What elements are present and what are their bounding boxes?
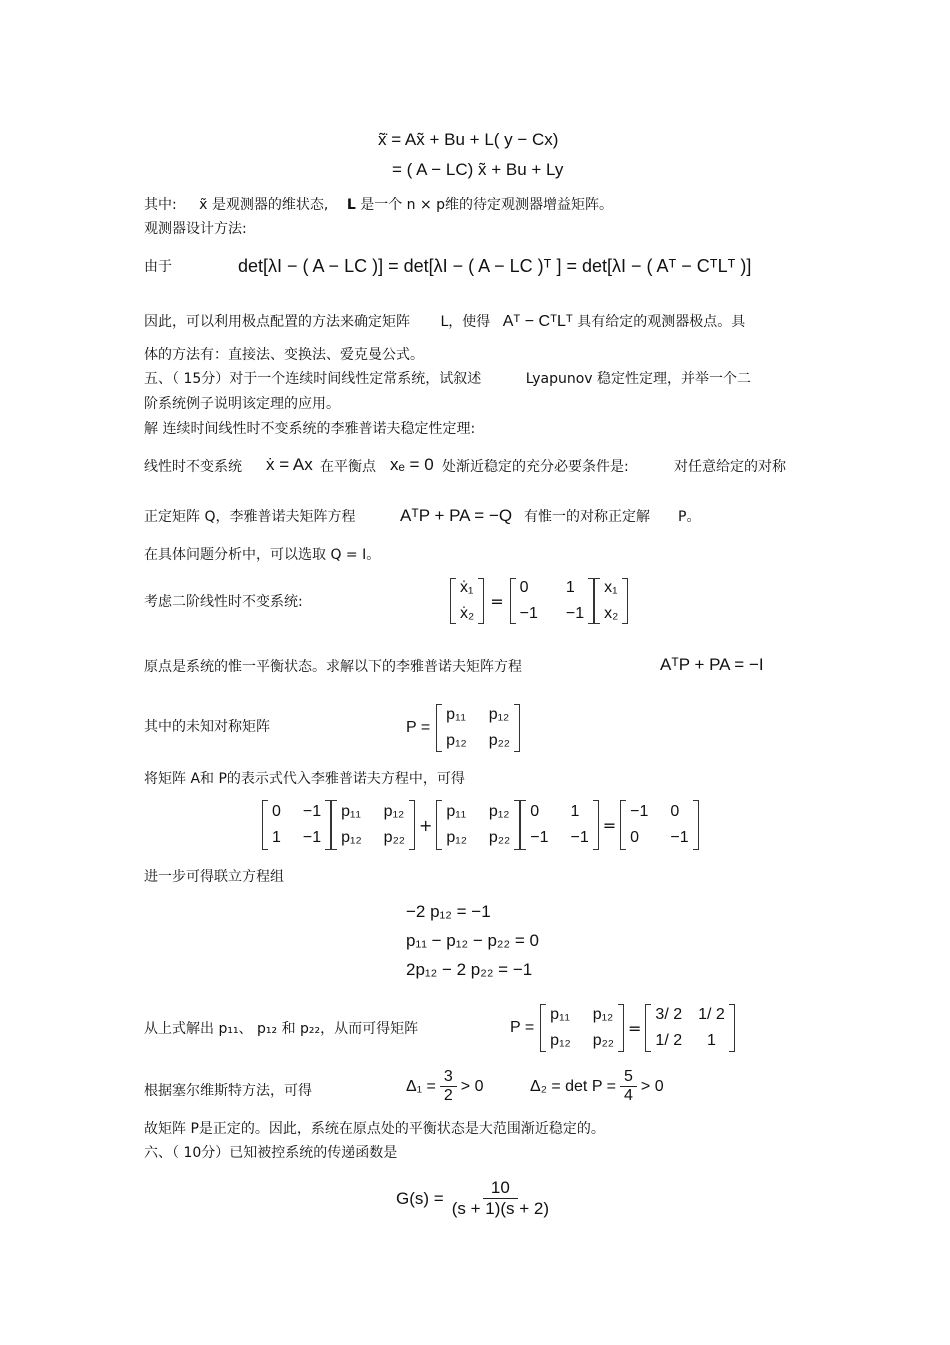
system-label: 进一步可得联立方程组: [144, 869, 284, 885]
state-derivative-vector: ẋ₁ ẋ₂: [460, 579, 475, 622]
P-matrix-2: p₁₁ p₁₂ p₁₂ p₂₂: [446, 803, 511, 846]
lti-text2: 在平衡点: [320, 459, 376, 475]
where-L: L: [346, 197, 356, 213]
origin-text: 原点是系统的惟一平衡状态。求解以下的李雅普诺夫矩阵方程: [144, 659, 522, 675]
q5-line2: 阶系统例子说明该定理的应用。: [144, 396, 340, 412]
A-matrix: 0 1 −1 −1: [519, 579, 585, 622]
P-symbolic-matrix: p₁₁ p₁₂ p₁₂ p₂₂: [550, 1006, 615, 1049]
transfer-function: G(s) = $\frac{10}{(s + 1)(s + 2)}$: [396, 1178, 550, 1218]
where-mid: 是观测器的维状态,: [211, 197, 329, 213]
where-paragraph: [144, 196, 613, 214]
P-matrix: p₁₁ p₁₂ p₁₂ p₂₂: [446, 706, 511, 749]
lti-eq: ẋ = Ax: [266, 455, 313, 474]
pd-text1: 正定矩阵 Q，李雅普诺夫矩阵方程: [144, 509, 356, 525]
q5-lyapunov: Lyapunov 稳定性定理，并举一个二: [525, 371, 752, 387]
lyapunov-expanded-eq: 0 −1 1 −1 p₁₁ p₁₂ p₁₂ p₂₂ + p₁₁ p₁₂ p₁₂ p₂₂ 0 1 −1 −1 = −1 0 0 −1: [262, 800, 699, 850]
origin-eq: AᵀP + PA = −I: [660, 655, 764, 674]
system-equation: ẋ₁ ẋ₂ = 0 1 −1 −1 x₁ x₂: [450, 578, 628, 624]
P-value-matrix: 3/ 2 1/ 2 1/ 2 1: [655, 1006, 725, 1049]
AT-matrix: 0 −1 1 −1: [272, 803, 322, 846]
P-matrix-1: p₁₁ p₁₂ p₁₂ p₂₂: [341, 803, 405, 846]
unknown-text: 其中的未知对称矩阵: [144, 719, 270, 735]
equation-1: −2 p₁₂ = −1: [406, 902, 491, 921]
lti-text1: 线性时不变系统: [144, 459, 242, 475]
therefore-text1: 因此，可以利用极点配置的方法来确定矩阵: [144, 314, 410, 330]
therefore-line2: 体的方法有：直接法、变换法、爱克曼公式。: [144, 347, 424, 363]
conclusion: 故矩阵 P是正定的。因此，系统在原点处的平衡状态是大范围渐近稳定的。: [144, 1121, 605, 1137]
substitute-text: 将矩阵 A和 P的表示式代入李雅普诺夫方程中，可得: [144, 771, 465, 787]
since-label: 由于: [144, 259, 172, 275]
pd-text3: P。: [678, 509, 701, 525]
where-rest: 是一个 n × p维的待定观测器增益矩阵。: [360, 197, 614, 213]
lti-xe: xₑ = 0: [390, 455, 434, 474]
q6-title: 六、（ 10分）已知被控系统的传递函数是: [144, 1145, 398, 1161]
unknown-P: P = p₁₁ p₁₂ p₁₂ p₂₂: [406, 704, 520, 752]
equation-2: p₁₁ − p₁₂ − p₂₂ = 0: [406, 931, 539, 950]
since-formula: det[λI − ( A − LC )] = det[λI − ( A − LC )ᵀ ] = det[λI − ( Aᵀ − CᵀLᵀ )]: [238, 256, 752, 276]
delta2-eq: Δ₂ = det P = $\frac{5}{4}$ > 0: [530, 1068, 664, 1104]
pd-eq: AᵀP + PA = −Q: [400, 506, 513, 525]
delta1-eq: Δ₁ = $\frac{3}{2}$ > 0: [406, 1068, 484, 1104]
A-matrix-2: 0 1 −1 −1: [530, 803, 589, 846]
sylvester-text: 根据塞尔维斯特方法，可得: [144, 1083, 312, 1099]
therefore-text2: 具有给定的观测器极点。具: [577, 314, 746, 330]
consider-label: 考虑二阶线性时不变系统:: [144, 594, 303, 610]
lti-text4: 对任意给定的对称: [674, 459, 786, 475]
state-vector: x₁ x₂: [604, 579, 619, 622]
q5-title: 五、（ 15分）对于一个连续时间线性定常系统，试叙述: [144, 371, 482, 387]
observer-eq-line2: = ( A − LC) x̃ + Bu + Ly: [392, 160, 564, 179]
lti-text3: 处渐近稳定的充分必要条件是:: [442, 459, 629, 475]
pd-text2: 有惟一的对称正定解: [524, 509, 650, 525]
therefore-L: L，使得: [440, 314, 491, 330]
observer-eq-line1: x̃̇ = Ax̃ + Bu + L( y − Cx): [378, 130, 559, 149]
where-prefix: 其中:: [144, 197, 177, 213]
equation-3: 2p₁₂ − 2 p₂₂ = −1: [406, 960, 533, 979]
where-xt: x̃: [199, 197, 208, 213]
choose-Q: 在具体问题分析中，可以选取 Q = I。: [144, 547, 381, 563]
therefore-line1: [144, 312, 745, 332]
solve-text: 从上式解出 p₁₁、 p₁₂ 和 p₂₂，从而可得矩阵: [144, 1021, 419, 1037]
q5-line1: [144, 370, 751, 388]
therefore-expr: Aᵀ − CᵀLᵀ: [502, 313, 573, 330]
design-method-label: 观测器设计方法:: [144, 221, 247, 237]
q5-solution: 解 连续时间线性时不变系统的李雅普诺夫稳定性定理:: [144, 421, 476, 437]
negative-identity-matrix: −1 0 0 −1: [630, 803, 689, 846]
solved-P: P = p₁₁ p₁₂ p₁₂ p₂₂ = 3/ 2 1/ 2 1/ 2 1: [510, 1004, 735, 1052]
